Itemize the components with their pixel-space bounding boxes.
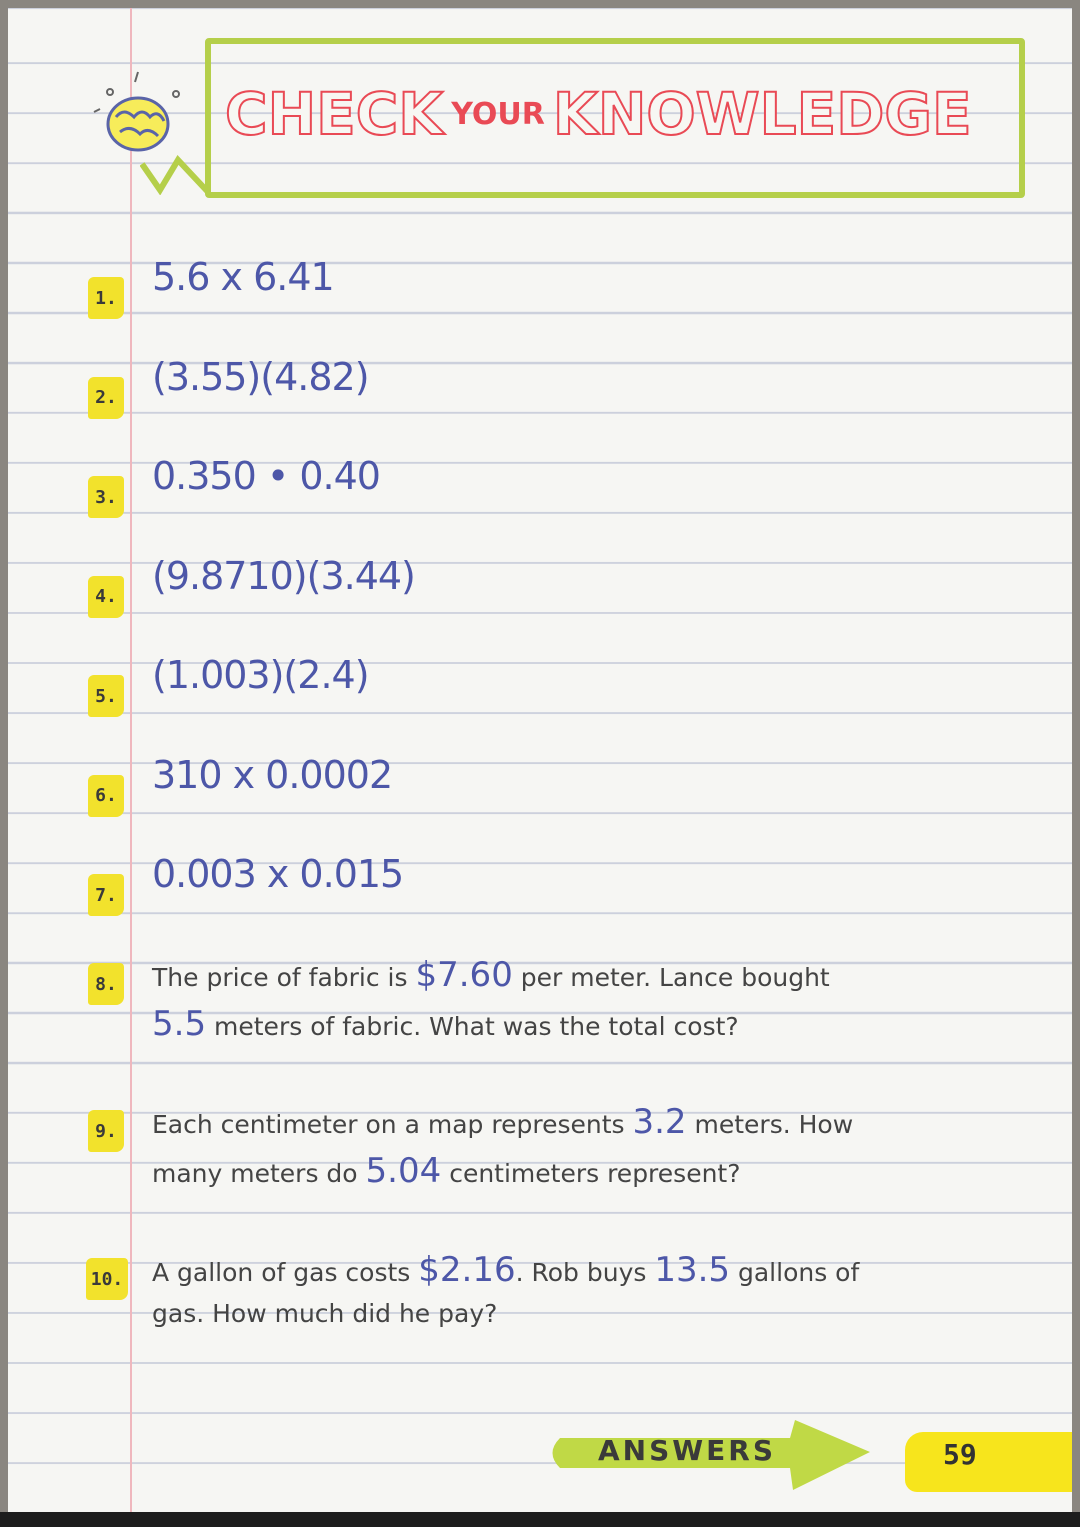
problem-number-badge: 2. xyxy=(88,377,124,419)
page-edge xyxy=(0,1512,1080,1527)
problem-text: gallons of xyxy=(730,1258,860,1287)
problem-text: A gallon of gas costs xyxy=(152,1258,419,1287)
problem-expression: (9.8710)(3.44) xyxy=(152,553,415,598)
highlighted-number: 3.2 xyxy=(632,1102,687,1142)
problem-text: many meters do xyxy=(152,1159,366,1188)
problem-number-badge: 10. xyxy=(86,1258,128,1300)
problem-number-badge: 5. xyxy=(88,675,124,717)
word-problem-line xyxy=(152,1151,741,1191)
problem-number-badge: 1. xyxy=(88,277,124,319)
margin-line xyxy=(130,8,132,1513)
problem-text: centimeters represent? xyxy=(441,1159,741,1188)
answers-link[interactable]: ANSWERS xyxy=(598,1434,777,1467)
problem-text: meters of fabric. What was the total cost? xyxy=(206,1012,739,1041)
brain-icon xyxy=(88,62,188,162)
problem-text: gas. How much did he pay? xyxy=(152,1299,498,1328)
banner-tail xyxy=(140,150,210,195)
page-number: 59 xyxy=(943,1438,977,1471)
highlighted-number: 5.5 xyxy=(152,1004,207,1044)
highlighted-number: $7.60 xyxy=(415,955,513,995)
word-problem-line xyxy=(152,955,830,995)
problem-expression: 5.6 x 6.41 xyxy=(152,255,334,299)
problem-expression: (1.003)(2.4) xyxy=(152,653,369,697)
problem-text: . Rob buys xyxy=(515,1258,655,1287)
problem-number-badge: 7. xyxy=(88,874,124,916)
problem-expression: 310 x 0.0002 xyxy=(152,752,393,797)
word-problem-line xyxy=(152,1004,739,1044)
problem-number-badge: 3. xyxy=(88,476,124,518)
problem-text: Each centimeter on a map represents xyxy=(152,1110,633,1139)
highlighted-number: 13.5 xyxy=(654,1250,731,1290)
page-title xyxy=(225,80,1005,148)
problem-text: The price of fabric is xyxy=(152,963,416,992)
title-check: CHECK xyxy=(225,80,444,148)
highlighted-number: $2.16 xyxy=(418,1250,516,1290)
problem-text: meters. How xyxy=(686,1110,854,1139)
page-number-tab xyxy=(905,1432,1072,1492)
problem-expression: (3.55)(4.82) xyxy=(152,354,369,399)
title-your: YOUR xyxy=(451,97,545,132)
word-problem-line xyxy=(152,1102,853,1142)
problem-expression: 0.350 • 0.40 xyxy=(152,454,380,498)
problem-number-badge: 9. xyxy=(88,1110,124,1152)
problem-number-badge: 8. xyxy=(88,963,124,1005)
problem-number-badge: 6. xyxy=(88,775,124,817)
title-knowledge: KNOWLEDGE xyxy=(552,80,972,148)
highlighted-number: 5.04 xyxy=(365,1151,442,1191)
word-problem-line xyxy=(152,1299,497,1328)
problem-expression: 0.003 x 0.015 xyxy=(152,852,404,896)
word-problem-line xyxy=(152,1250,859,1290)
problem-number-badge: 4. xyxy=(88,576,124,618)
problem-text: per meter. Lance bought xyxy=(512,963,830,992)
